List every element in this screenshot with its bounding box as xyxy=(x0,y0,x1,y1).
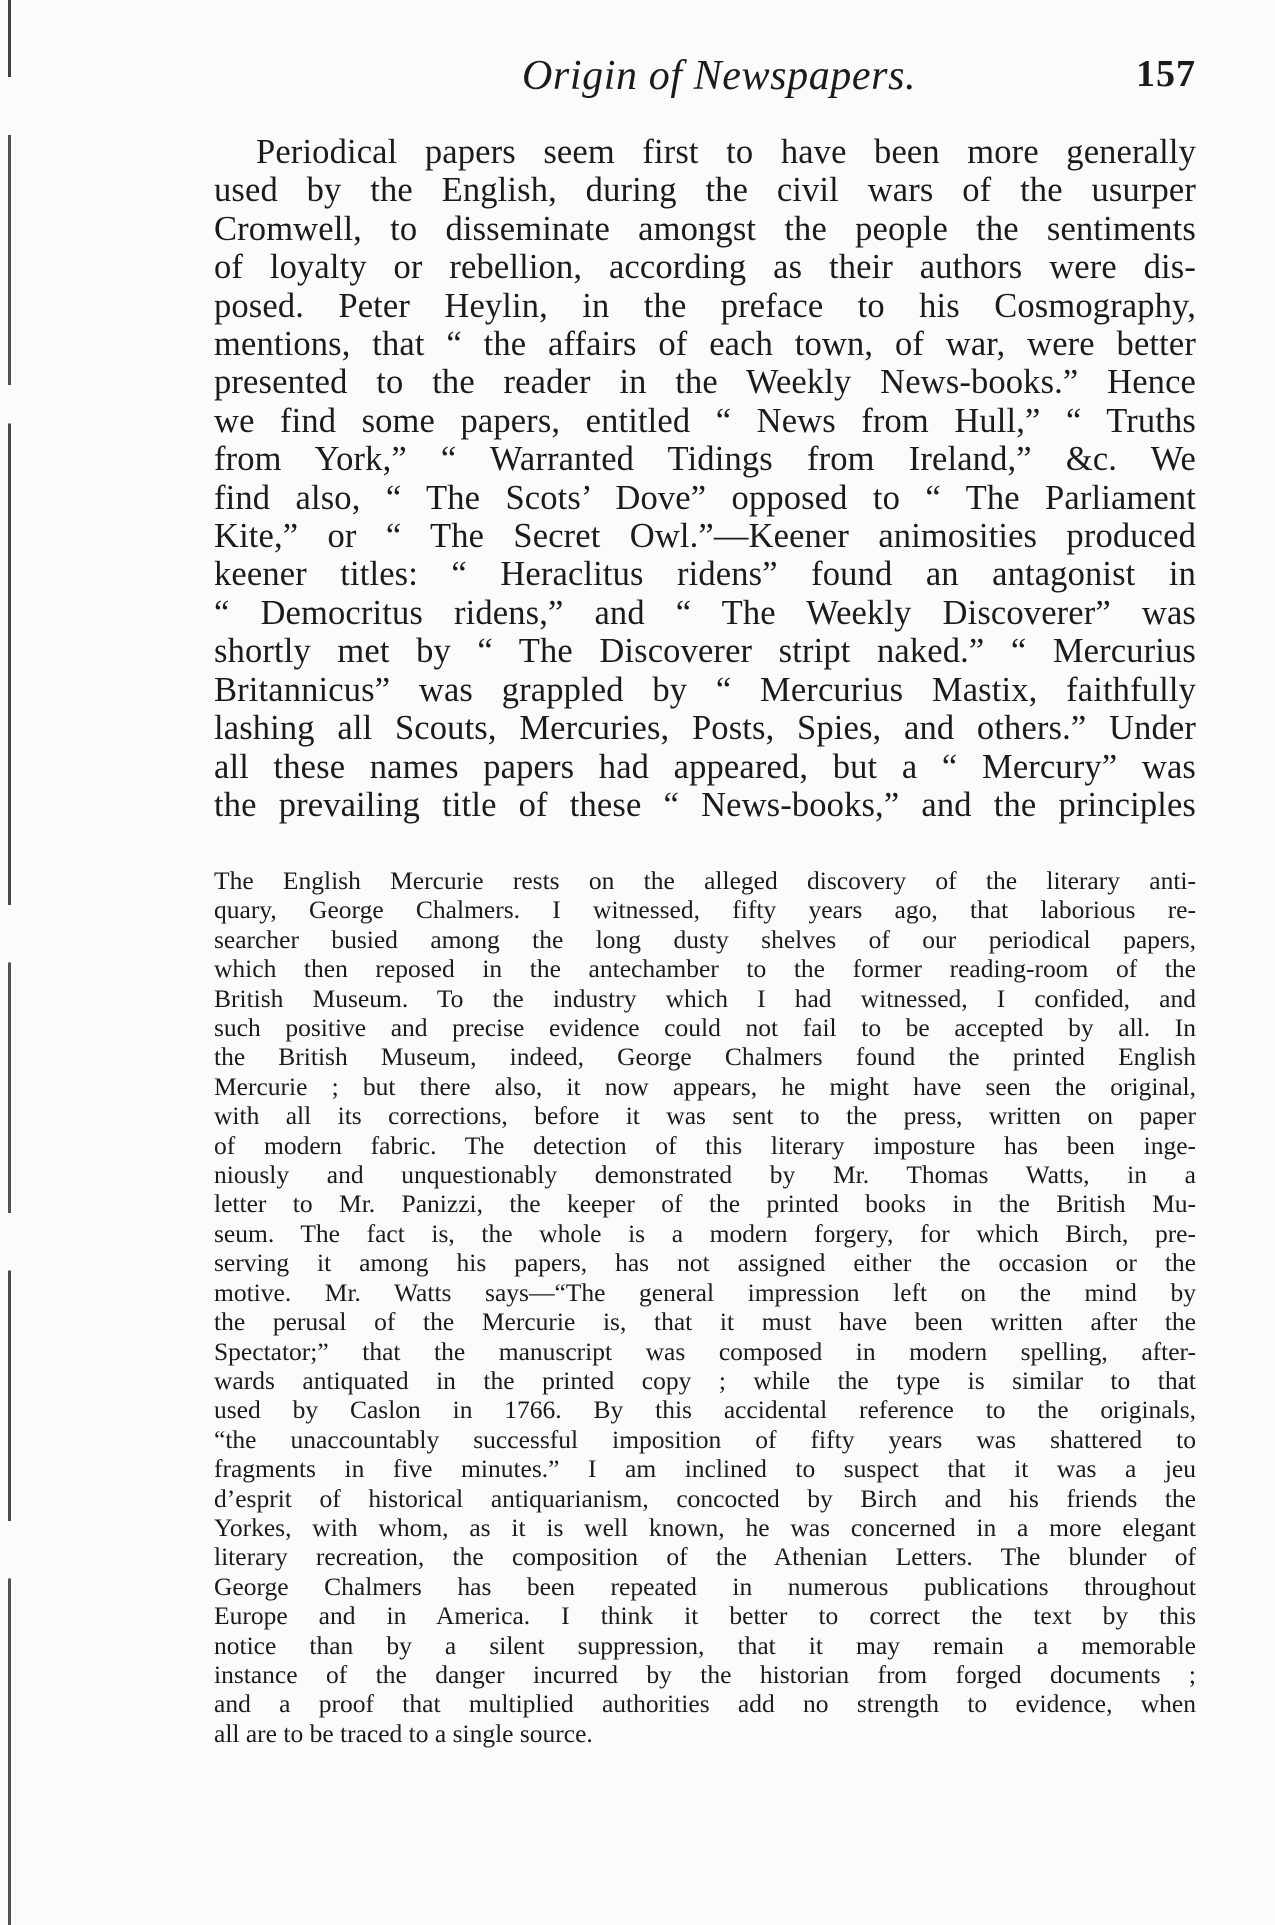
main-line: keener titles: “ Heraclitus ridens” found an antagonist in xyxy=(214,555,1196,594)
footnote-line: used by Caslon in 1766. By this accidental reference to the originals, xyxy=(214,1395,1196,1425)
footnote-line: motive. Mr. Watts says—“The general impression left on the mind by xyxy=(214,1277,1196,1307)
footnote-line: British Museum. To the industry which I had witnessed, I confided, and xyxy=(214,983,1196,1013)
footnote-line: which then reposed in the antechamber to the former reading-room of the xyxy=(214,954,1196,984)
main-line: “ Democritus ridens,” and “ The Weekly Discoverer” was xyxy=(214,593,1196,632)
footnote-line: Europe and in America. I think it better to correct the text by this xyxy=(214,1601,1196,1631)
main-line: Periodical papers seem first to have been more generally xyxy=(256,133,1196,171)
footnote-line: serving it among his papers, has not assigned either the occasion or the xyxy=(214,1248,1196,1278)
footnote-line: seum. The fact is, the whole is a modern forgery, for which Birch, pre- xyxy=(214,1218,1196,1248)
footnote xyxy=(214,866,1196,1748)
page-binding-edge xyxy=(8,0,11,1925)
footnote-line: “the unaccountably successful imposition of fifty years was shattered to xyxy=(214,1424,1196,1454)
footnote-line: Spectator;” that the manuscript was composed in modern spelling, after- xyxy=(214,1336,1196,1366)
footnote-line: of modern fabric. The detection of this literary imposture has been inge- xyxy=(214,1130,1196,1160)
main-line: the prevailing title of these “ News-books,” and the principles xyxy=(214,785,1196,824)
footnote-line: Mercurie ; but there also, it now appears, he might have seen the original, xyxy=(214,1071,1196,1101)
main-line: all these names papers had appeared, but a “ Mercury” was xyxy=(214,747,1196,786)
footnote-line: searcher busied among the long dusty shelves of our periodical papers, xyxy=(214,924,1196,954)
main-line: shortly met by “ The Discoverer stript naked.” “ Mercurius xyxy=(214,632,1196,671)
footnote-line: The English Mercurie rests on the alleged discovery of the literary anti- xyxy=(214,866,1196,895)
footnote-line: notice than by a silent suppression, that it may remain a memorable xyxy=(214,1630,1196,1660)
footnote-line: d’esprit of historical antiquarianism, concocted by Birch and his friends the xyxy=(214,1483,1196,1513)
footnote-line: and a proof that multiplied authorities add no strength to evidence, when xyxy=(214,1689,1196,1719)
main-line: from York,” “ Warranted Tidings from Ireland,” &c. We xyxy=(214,440,1196,479)
page-header xyxy=(214,52,1196,102)
footnote-line: George Chalmers has been repeated in numerous publications throughout xyxy=(214,1571,1196,1601)
main-line: lashing all Scouts, Mercuries, Posts, Spies, and others.” Under xyxy=(214,709,1196,748)
main-line: of loyalty or rebellion, according as their authors were dis- xyxy=(214,248,1196,287)
footnote-line: fragments in five minutes.” I am inclined to suspect that it was a jeu xyxy=(214,1454,1196,1484)
footnote-line: letter to Mr. Panizzi, the keeper of the printed books in the British Mu- xyxy=(214,1189,1196,1219)
footnote-line: niously and unquestionably demonstrated by Mr. Thomas Watts, in a xyxy=(214,1160,1196,1190)
main-line: we find some papers, entitled “ News from Hull,” “ Truths xyxy=(214,401,1196,440)
page-number: 157 xyxy=(1136,53,1196,95)
main-line: posed. Peter Heylin, in the preface to his Cosmography, xyxy=(214,286,1196,325)
footnote-line: such positive and precise evidence could not fail to be accepted by all. In xyxy=(214,1013,1196,1043)
footnote-line: all are to be traced to a single source. xyxy=(214,1718,593,1748)
footnote-line: with all its corrections, before it was sent to the press, written on paper xyxy=(214,1101,1196,1131)
footnote-line: quary, George Chalmers. I witnessed, fifty years ago, that laborious re- xyxy=(214,895,1196,925)
main-line: Kite,” or “ The Secret Owl.”—Keener animosities produced xyxy=(214,517,1196,556)
main-paragraph xyxy=(214,133,1196,824)
footnote-line: wards antiquated in the printed copy ; while the type is similar to that xyxy=(214,1365,1196,1395)
main-line: presented to the reader in the Weekly News-books.” Hence xyxy=(214,363,1196,402)
footnote-line: instance of the danger incurred by the historian from forged documents ; xyxy=(214,1659,1196,1689)
main-line: Cromwell, to disseminate amongst the people the sentiments xyxy=(214,209,1196,248)
footnote-line: the perusal of the Mercurie is, that it must have been written after the xyxy=(214,1307,1196,1337)
main-line: Britannicus” was grappled by “ Mercurius Mastix, faithfully xyxy=(214,670,1196,709)
running-title: Origin of Newspapers. xyxy=(522,53,917,99)
footnote-line: Yorkes, with whom, as it is well known, he was concerned in a more elegant xyxy=(214,1512,1196,1542)
main-line: used by the English, during the civil wars of the usurper xyxy=(214,171,1196,210)
main-line: mentions, that “ the affairs of each town, of war, were better xyxy=(214,325,1196,364)
footnote-line: the British Museum, indeed, George Chalmers found the printed English xyxy=(214,1042,1196,1072)
main-line: find also, “ The Scots’ Dove” opposed to “ The Parliament xyxy=(214,478,1196,517)
footnote-line: literary recreation, the composition of the Athenian Letters. The blunder of xyxy=(214,1542,1196,1572)
